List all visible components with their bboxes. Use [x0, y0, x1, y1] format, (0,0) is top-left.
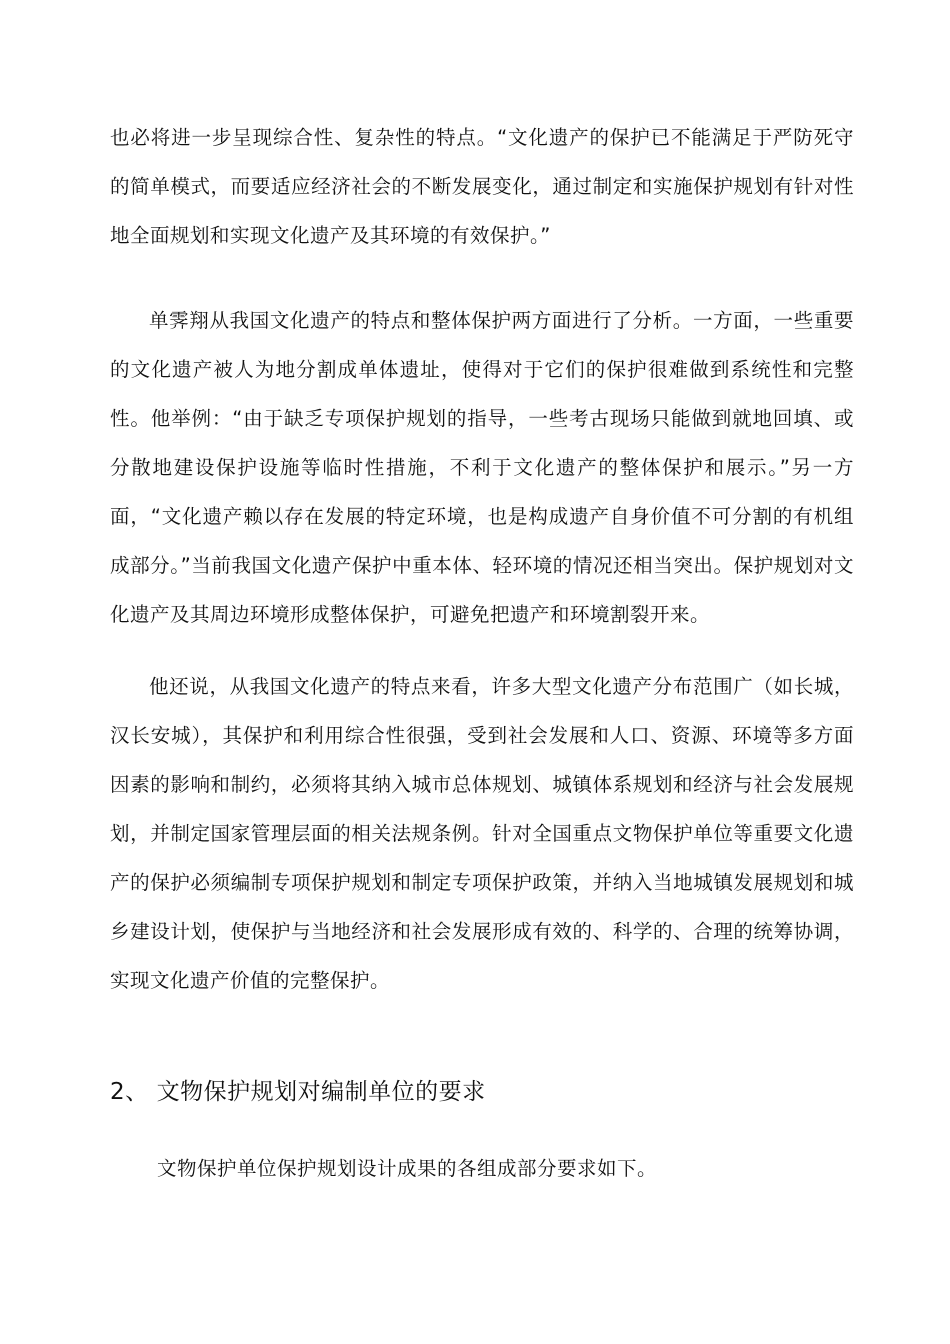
body-paragraph-1: 也必将进一步呈现综合性、复杂性的特点。“文化遗产的保护已不能满足于严防死守的简单模式，而要适应经济社会的不断发展变化，通过制定和实施保护规划有针对性地全面规划和实现文化遗产及其环境的有效保护。” [110, 126, 854, 247]
section-heading [110, 1067, 854, 1117]
section-title: 文物保护规划对编制单位的要求 [156, 1079, 486, 1105]
body-paragraph-2: 单霁翔从我国文化遗产的特点和整体保护两方面进行了分析。一方面，一些重要的文化遗产被人为地分割成单体遗址，使得对于它们的保护很难做到系统性和完整性。他举例：“由于缺乏专项保护规划的指导，一些考古现场只能做到就地回填、或分散地建设保护设施等临时性措施，不利于文化遗产的整体保护和展示。”另一方面，“文化遗产赖以存在发展的特定环境，也是构成遗产自身价值不可分割的有机组成部分。”当前我国文化遗产保护中重本体、轻环境的情况还相当突出。保护规划对文化遗产及其周边环境形成整体保护，可避免把遗产和环境割裂开来。 [110, 309, 854, 626]
section-number: 2、 [110, 1079, 149, 1105]
section-intro-text: 文物保护单位保护规划设计成果的各组成部分要求如下。 [157, 1157, 658, 1180]
body-paragraph-3: 他还说，从我国文化遗产的特点来看，许多大型文化遗产分布范围广（如长城，汉长安城），其保护和利用综合性很强，受到社会发展和人口、资源、环境等多方面因素的影响和制约，必须将其纳入城市总体规划、城镇体系规划和经济与社会发展规划，并制定国家管理层面的相关法规条例。针对全国重点文物保护单位等重要文化遗产的保护必须编制专项保护规划和制定专项保护政策，并纳入当地城镇发展规划和城乡建设计划，使保护与当地经济和社会发展形成有效的、科学的、合理的统筹协调，实现文化遗产价值的完整保护。 [110, 675, 854, 992]
